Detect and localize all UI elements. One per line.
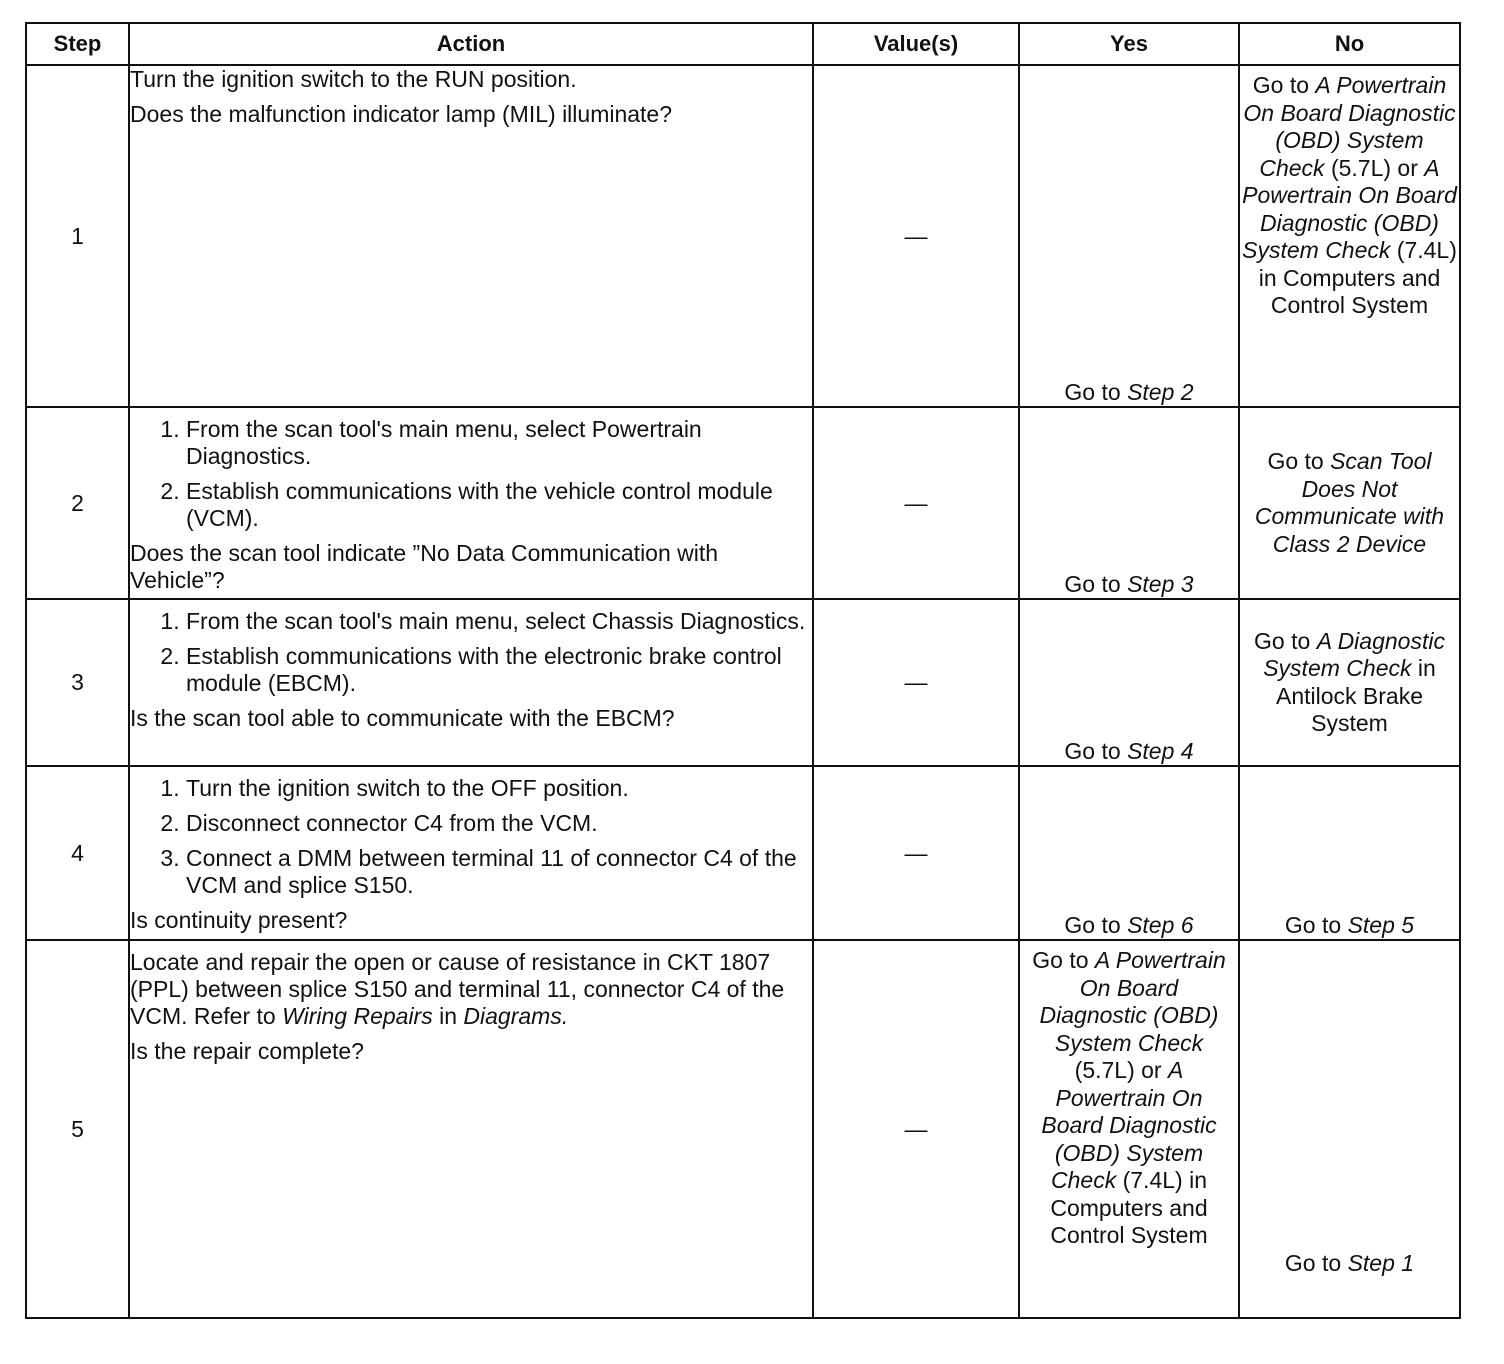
header-step: Step: [26, 23, 129, 65]
no-cell: [1239, 766, 1460, 940]
yes-mid-text: (5.7L) or: [1074, 1057, 1168, 1083]
action-instruction: [130, 949, 812, 1030]
yes-cell: [1019, 599, 1239, 766]
yes-step-link[interactable]: Step 3: [1127, 570, 1194, 597]
value-cell: —: [813, 407, 1019, 599]
no-obd-check-link-57[interactable]: A Powertrain On Board Diagnostic (OBD) System Check: [1243, 72, 1456, 181]
no-prefix: Go to: [1284, 1249, 1348, 1276]
no-diagnostic-check-link[interactable]: A Diagnostic System Check: [1263, 627, 1445, 681]
action-instruction: Turn the ignition switch to the RUN position.: [130, 66, 577, 92]
no-tail-text: in Antilock Brake System: [1275, 655, 1436, 736]
action-step-item: 2. Establish communications with the vehicle control module (VCM).: [186, 478, 812, 532]
step-number: 5: [26, 940, 129, 1318]
action-cell: [129, 599, 813, 766]
no-scan-tool-link[interactable]: Scan Tool Does Not Communicate with Class 2 Device: [1254, 448, 1445, 557]
yes-cell: [1019, 766, 1239, 940]
table-row: [26, 766, 1460, 940]
action-question: Is the scan tool able to communicate with the EBCM?: [130, 705, 675, 731]
step-number: 1: [26, 65, 129, 407]
action-question: Does the scan tool indicate ”No Data Communication with Vehicle”?: [130, 540, 719, 593]
step-number: 4: [26, 766, 129, 940]
value-cell: —: [813, 599, 1019, 766]
action-text: Locate and repair the open or cause of resistance in CKT 1807 (PPL) between splice S150 and terminal 11, connector C4 of the VCM. Refer to: [130, 949, 785, 1029]
table-body: [26, 65, 1460, 1318]
action-cell: [129, 407, 813, 599]
value-cell: —: [813, 65, 1019, 407]
no-cell: [1239, 599, 1460, 766]
no-prefix: Go to: [1284, 911, 1348, 938]
action-question: Is the repair complete?: [130, 1038, 364, 1064]
no-prefix: Go to: [1254, 627, 1317, 654]
no-tail-text: (7.4L) in Computers and Control System: [1258, 237, 1457, 318]
header-values: Value(s): [813, 23, 1019, 65]
no-prefix: Go to: [1267, 448, 1331, 474]
table-row: [26, 599, 1460, 766]
step-number: 3: [26, 599, 129, 766]
yes-tail-text: (7.4L) in Computers and Control System: [1050, 1167, 1208, 1248]
yes-prefix: Go to: [1032, 947, 1095, 973]
action-cell: [129, 766, 813, 940]
action-steps-list: [130, 775, 812, 899]
table-row: [26, 940, 1460, 1318]
value-cell: —: [813, 766, 1019, 940]
yes-prefix: Go to: [1064, 911, 1128, 938]
yes-step-link[interactable]: Step 2: [1127, 378, 1194, 405]
yes-cell: [1019, 65, 1239, 407]
no-cell: [1239, 65, 1460, 407]
value-cell: —: [813, 940, 1019, 1318]
action-step-item: 3. Connect a DMM between terminal 11 of connector C4 of the VCM and splice S150.: [186, 845, 812, 899]
action-cell: [129, 65, 813, 407]
step-number: 2: [26, 407, 129, 599]
yes-prefix: Go to: [1064, 570, 1128, 597]
no-prefix: Go to: [1252, 72, 1316, 98]
table-header: [26, 23, 1460, 65]
no-obd-check-link-74[interactable]: A Powertrain On Board Diagnostic (OBD) System Check: [1242, 154, 1457, 263]
no-step-link[interactable]: Step 1: [1347, 1249, 1415, 1276]
table-row: [26, 65, 1460, 407]
yes-obd-check-link-57[interactable]: A Powertrain On Board Diagnostic (OBD) System Check: [1039, 947, 1226, 1056]
diagnostic-table: [25, 22, 1461, 1319]
yes-step-link[interactable]: Step 6: [1127, 911, 1194, 938]
action-steps-list: [130, 608, 812, 697]
wiring-repairs-link[interactable]: Wiring Repairs: [282, 1003, 433, 1029]
action-step-item: 1. Turn the ignition switch to the OFF position.: [186, 775, 812, 802]
table-row: [26, 407, 1460, 599]
action-question: Is continuity present?: [130, 907, 348, 933]
no-cell: [1239, 407, 1460, 599]
yes-cell: [1019, 940, 1239, 1318]
action-step-item: 2. Establish communications with the electronic brake control module (EBCM).: [186, 643, 812, 697]
action-text: in: [432, 1003, 464, 1029]
no-step-link[interactable]: Step 5: [1347, 911, 1415, 938]
yes-cell: [1019, 407, 1239, 599]
header-yes: Yes: [1019, 23, 1239, 65]
action-cell: [129, 940, 813, 1318]
header-action: Action: [129, 23, 813, 65]
no-cell: [1239, 940, 1460, 1318]
yes-prefix: Go to: [1064, 378, 1128, 405]
yes-prefix: Go to: [1064, 737, 1128, 764]
diagrams-link[interactable]: Diagrams.: [463, 1003, 569, 1029]
header-no: No: [1239, 23, 1460, 65]
action-step-item: 1. From the scan tool's main menu, select Powertrain Diagnostics.: [186, 416, 812, 470]
yes-step-link[interactable]: Step 4: [1127, 737, 1194, 764]
action-question: Does the malfunction indicator lamp (MIL) illuminate?: [130, 101, 673, 127]
header-row: [26, 23, 1460, 65]
action-step-item: 2. Disconnect connector C4 from the VCM.: [186, 810, 812, 837]
action-step-item: 1. From the scan tool's main menu, select Chassis Diagnostics.: [186, 608, 812, 635]
no-mid-text: (5.7L) or: [1324, 154, 1425, 181]
yes-obd-check-link-74[interactable]: A Powertrain On Board Diagnostic (OBD) System Check: [1041, 1057, 1217, 1193]
action-steps-list: [130, 416, 812, 532]
